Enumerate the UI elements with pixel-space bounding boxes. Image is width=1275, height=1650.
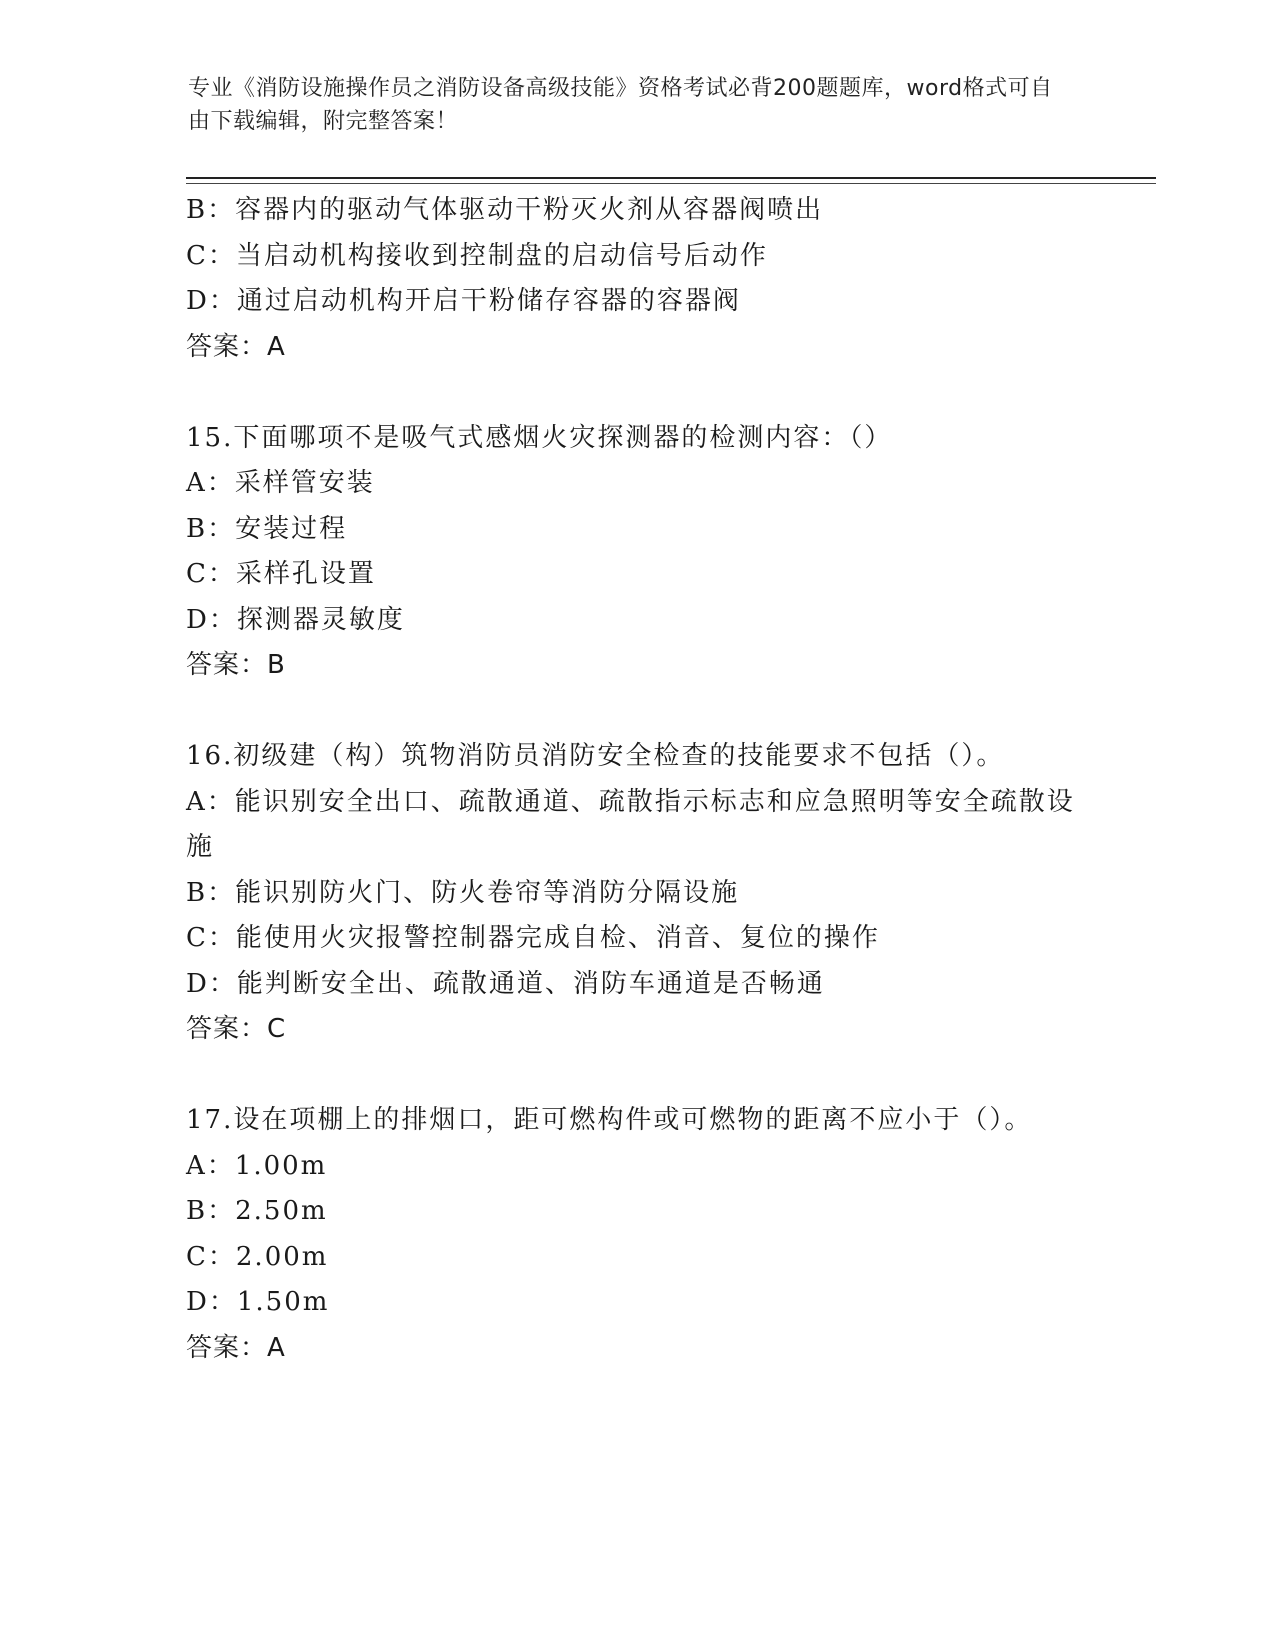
option-d: D：能判断安全出、疏散通道、消防车通道是否畅通 bbox=[186, 968, 825, 999]
question-stem: 17.设在项棚上的排烟口，距可燃构件或可燃物的距离不应小于（）。 bbox=[186, 1105, 1033, 1135]
option-c: C：能使用火灾报警控制器完成自检、消音、复位的操作 bbox=[186, 923, 880, 953]
answer: 答案：A bbox=[186, 331, 286, 362]
question-14-continued bbox=[186, 188, 1086, 370]
option-a: A：采样管安装 bbox=[186, 468, 375, 498]
question-15 bbox=[186, 416, 1086, 689]
question-list bbox=[186, 188, 1086, 1371]
option-b: B：容器内的驱动气体驱动干粉灭火剂从容器阀喷出 bbox=[186, 195, 824, 225]
header-rule-thin bbox=[186, 183, 1156, 184]
option-d: D：1.50m bbox=[186, 1287, 330, 1317]
option-b: B：2.50m bbox=[186, 1196, 328, 1226]
spacer bbox=[186, 370, 1086, 416]
option-d: D：通过启动机构开启干粉储存容器的容器阀 bbox=[186, 286, 741, 316]
question-17 bbox=[186, 1098, 1086, 1371]
answer: 答案：B bbox=[186, 650, 286, 680]
document-intro: 专业《消防设施操作员之消防设备高级技能》资格考试必背200题题库，word格式可自由下载编辑，附完整答案！ bbox=[188, 76, 1053, 134]
spacer bbox=[186, 689, 1086, 735]
option-b: B：安装过程 bbox=[186, 513, 348, 544]
spacer bbox=[186, 1053, 1086, 1099]
answer: 答案：A bbox=[186, 1332, 286, 1363]
option-a: A：1.00m bbox=[186, 1150, 328, 1181]
question-stem: 15.下面哪项不是吸气式感烟火灾探测器的检测内容：（） bbox=[186, 422, 893, 453]
option-a: A：能识别安全出口、疏散通道、疏散指示标志和应急照明等安全疏散设施 bbox=[186, 786, 1075, 862]
option-c: C：2.00m bbox=[186, 1241, 329, 1272]
question-stem: 16.初级建（构）筑物消防员消防安全检查的技能要求不包括（）。 bbox=[186, 741, 1005, 771]
header-rule-thick bbox=[186, 177, 1156, 179]
option-c: C：当启动机构接收到控制盘的启动信号后动作 bbox=[186, 240, 768, 271]
answer: 答案：C bbox=[186, 1014, 287, 1044]
question-16 bbox=[186, 734, 1086, 1053]
option-c: C：采样孔设置 bbox=[186, 559, 376, 589]
option-b: B：能识别防火门、防火卷帘等消防分隔设施 bbox=[186, 877, 740, 908]
option-d: D：探测器灵敏度 bbox=[186, 604, 405, 635]
